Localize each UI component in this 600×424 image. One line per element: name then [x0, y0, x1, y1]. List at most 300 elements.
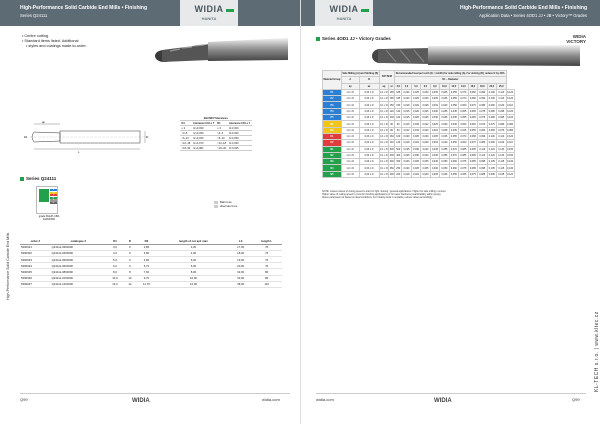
tol-cell: >10–18 — [217, 141, 227, 145]
feed-cell: 0,080 — [469, 97, 476, 101]
param-cell: 0,03 x D — [359, 89, 379, 95]
right-footer-brand: WIDIA — [434, 398, 452, 404]
feed-cell: 0,090 — [507, 122, 514, 126]
feed-cell: 0,090 — [488, 103, 495, 107]
right-section-title — [316, 36, 391, 41]
feed-cell: 0,020 — [403, 135, 410, 139]
left-logo-text: WIDIA — [194, 4, 224, 14]
feed-cell: 0,035 — [431, 91, 438, 95]
feed-cell: 0,055 — [450, 91, 457, 95]
table-cell: Q24111-0300000 — [51, 244, 107, 250]
feed-cell: 0,100 — [507, 116, 514, 120]
param-cell: 500 — [389, 147, 394, 151]
feed-cell: 0,020 — [403, 91, 410, 95]
feed-cell: 0,015 — [403, 109, 410, 113]
col-d: D — [124, 238, 136, 244]
param-cell: 185 — [396, 91, 401, 95]
diameter-col-header: 12,0 — [449, 83, 458, 89]
feed-cell: 0,050 — [450, 141, 457, 145]
feed-cell: 0,035 — [441, 109, 448, 113]
grade-swatch — [39, 189, 49, 202]
feed-cell: 0,085 — [488, 116, 495, 120]
tolerance-title: Ball Mill Tolerances — [180, 116, 252, 121]
feed-cell: 0,100 — [507, 109, 514, 113]
tol-cell: 0/+0,030 — [192, 131, 216, 136]
feed-cell: 0,040 — [441, 141, 448, 145]
feed-cell: 0,020 — [403, 166, 410, 170]
victory-end-mill-image — [370, 42, 582, 68]
notes — [322, 190, 582, 200]
param-cell: 185 — [389, 97, 394, 101]
feed-cell: 0,120 — [488, 147, 495, 151]
feed-cell: 0,022 — [422, 122, 429, 126]
group-number: 2 — [332, 154, 334, 157]
feed-cell: 0,050 — [460, 122, 467, 126]
diameter-col-header: 4,0 — [402, 83, 411, 89]
bore-icon — [214, 205, 218, 208]
group-number: 1 — [332, 91, 334, 95]
param-cell: 1,0 x D — [341, 108, 359, 114]
feed-cell: 0,060 — [450, 166, 457, 170]
param-cell: 100 — [396, 116, 401, 120]
group-letter: P — [330, 97, 333, 101]
feed-cell: 0,030 — [413, 154, 419, 157]
group-letter: M — [330, 128, 333, 132]
legend-item — [214, 204, 237, 208]
feed-cell: 0,070 — [450, 154, 457, 157]
feed-cell: 0,110 — [498, 135, 505, 139]
feed-cell: 0,015 — [403, 122, 410, 126]
feed-cell: 0,080 — [469, 91, 476, 95]
table-cell: 6 — [124, 263, 136, 269]
diameter-col-header: 20,0 — [487, 83, 496, 89]
table-cell: 76 — [251, 244, 282, 250]
param-cell: 0,03 x D — [359, 96, 379, 102]
table-cell: 12 — [124, 281, 136, 287]
feed-cell: 0,040 — [422, 147, 429, 151]
param-cell: 1,0 x D — [341, 159, 359, 165]
param-cell: 200 — [396, 172, 401, 176]
feed-cell: 0,070 — [460, 97, 467, 101]
param-cell: 0,03 x D — [359, 133, 379, 139]
note-line: NOTE: Lowest values of cutting speed to start for light, slotting / general applications. Higher for side milling / contour. — [322, 190, 447, 193]
param-cell: 1,0 x D — [341, 96, 359, 102]
feed-cell: 0,028 — [441, 128, 448, 132]
table-cell: 5390937 — [20, 281, 51, 287]
feed-cell: 0,040 — [431, 166, 438, 170]
feed-cell: 0,080 — [479, 103, 486, 107]
feed-cell: 0,070 — [460, 135, 467, 139]
feed-cell: 0,065 — [460, 172, 467, 176]
feed-cell: 0,040 — [431, 160, 438, 164]
group-number: 4 — [332, 109, 334, 113]
feed-cell: 0,025 — [413, 135, 419, 139]
tol-cell: 0/-0,035 — [228, 146, 252, 151]
feed-cell: 0,095 — [498, 116, 505, 120]
feed-cell: 0,025 — [422, 116, 429, 120]
feed-cell: 0,115 — [498, 166, 505, 170]
tol-header: D1 — [180, 121, 192, 126]
feed-cell: 0,045 — [441, 91, 448, 95]
feed-cell: 0,120 — [507, 135, 514, 139]
table-cell: 3,30 — [157, 244, 230, 250]
series-title — [20, 176, 56, 181]
section-marker-icon — [20, 177, 24, 181]
tolerance-table — [180, 116, 252, 151]
table-cell: Q24111-0800000 — [51, 269, 107, 275]
left-side-label: High-Performance Solid Carbide End Mills — [6, 232, 10, 300]
cutting-data-table — [322, 70, 515, 178]
widia-mark-icon — [226, 9, 234, 12]
param-cell: 0,1 x D — [380, 91, 388, 95]
table-cell: 5390936 — [20, 275, 51, 281]
table-cell: 2,85 — [136, 244, 157, 250]
tol-cell: 0/+0,030 — [192, 126, 216, 131]
feed-cell: 0,075 — [488, 122, 495, 126]
npsfm-header: N:P:SFM — [379, 71, 395, 84]
param-cell: 0,03 x D — [359, 171, 379, 177]
left-logo-sub: HANITA — [201, 16, 217, 21]
feed-cell: 0,110 — [479, 147, 486, 151]
feed-cell: 0,070 — [469, 141, 476, 145]
feed-cell: 0,030 — [431, 116, 438, 120]
group-letter: P — [330, 109, 333, 113]
feed-cell: 0,130 — [507, 160, 514, 164]
feed-cell: 0,020 — [422, 128, 429, 132]
param-cell: 1,0 x D — [341, 146, 359, 152]
left-header-subtitle: Series Q24111 — [20, 13, 48, 18]
feed-cell: 0,030 — [422, 91, 429, 95]
feed-cell: 0,110 — [498, 91, 505, 95]
feed-cell: 0,015 — [413, 128, 419, 132]
table-cell: 17,00 — [230, 244, 251, 250]
diameter-col-header: 8,0 — [430, 83, 439, 89]
group-number: 5 — [332, 116, 334, 120]
feed-cell: 0,060 — [460, 141, 467, 145]
group-letter: P — [330, 103, 333, 107]
param-cell: 80 — [395, 127, 402, 133]
feed-cell: 0,100 — [498, 103, 505, 107]
param-cell: 0,1 x D — [380, 160, 388, 164]
feed-cell: 0,035 — [431, 135, 438, 139]
param-cell: 120 — [389, 109, 394, 113]
group-number: 3 — [332, 103, 334, 107]
feed-cell: 0,015 — [403, 116, 410, 120]
feed-cell: 0,018 — [403, 103, 410, 107]
feed-cell: 0,032 — [431, 141, 438, 145]
tol-cell: >6–10 — [180, 136, 192, 141]
tol-cell: >10–18 — [181, 141, 191, 145]
param-cell: 300 — [389, 160, 394, 164]
param-cell: 185 — [389, 91, 394, 95]
tol-cell: 0/-0,030 — [228, 136, 252, 141]
feed-cell: 0,120 — [507, 91, 514, 95]
feed-cell: 0,025 — [422, 109, 429, 113]
feed-cell: 0,025 — [403, 147, 410, 151]
param-cell: 100 — [389, 116, 394, 120]
group-letter: N — [330, 160, 333, 164]
param-cell: 0,1 x D — [380, 135, 388, 139]
feed-cell: 0,095 — [488, 172, 495, 176]
param-cell: 140 — [389, 141, 394, 145]
tol-cell: 0/-0,020 — [228, 126, 252, 131]
feed-cell: 0,070 — [460, 91, 467, 95]
table-cell: 10,0 — [106, 275, 124, 281]
param-cell: 185 — [396, 97, 401, 101]
feed-cell: 0,075 — [460, 160, 467, 164]
param-cell: 0,03 x D — [359, 146, 379, 152]
tol-cell: ≤ 3 — [180, 126, 192, 131]
feed-cell: 0,025 — [413, 160, 419, 164]
right-logo — [315, 0, 373, 26]
feed-cell: 0,065 — [469, 109, 476, 113]
table-cell: 18,00 — [230, 250, 251, 256]
param-cell: 120 — [396, 109, 401, 113]
feed-cell: 0,070 — [498, 128, 505, 132]
param-cell: 250 — [389, 166, 394, 170]
unit-header: ap — [379, 83, 389, 89]
tol-cell: >18–30 — [217, 146, 227, 150]
param-cell: 1,0 x D — [341, 152, 359, 158]
feed-cell: 0,030 — [413, 147, 419, 151]
diameter-col-header: 3,0 — [396, 84, 400, 88]
victory-label: WIDIA VICTORY — [566, 34, 586, 44]
feed-cell: 0,060 — [469, 122, 476, 126]
group-number: 5 — [332, 172, 334, 176]
feed-cell: 0,130 — [507, 166, 514, 170]
param-cell: 0,03 x D — [359, 102, 379, 108]
param-cell: 0,03 x D — [359, 108, 379, 114]
table-cell: 5390931 — [20, 244, 51, 250]
feed-cell: 0,120 — [488, 154, 495, 157]
group-k: K — [50, 194, 57, 196]
table-cell: 6,30 — [157, 263, 230, 269]
table-cell: 110 — [251, 281, 282, 287]
table-cell: 76 — [251, 263, 282, 269]
group-number: 2 — [332, 97, 334, 101]
feed-cell: 0,060 — [479, 128, 486, 132]
feed-cell: 0,032 — [431, 103, 438, 107]
param-cell: 0,1 x D — [380, 116, 388, 120]
col-d1: D1 — [106, 238, 124, 244]
table-cell: 12,0 — [106, 281, 124, 287]
tol-cell: >18–30 — [181, 146, 191, 150]
feed-cell: 0,055 — [441, 147, 448, 151]
feed-cell: 0,020 — [413, 116, 419, 120]
table-row — [20, 281, 282, 287]
end-mill-image — [150, 36, 290, 64]
unit-header: vc — [390, 84, 394, 88]
param-cell: 0,1 x D — [380, 141, 388, 145]
feed-cell: 0,120 — [507, 172, 514, 176]
feed-cell: 0,085 — [488, 109, 495, 113]
table-cell: 10,00 — [157, 275, 230, 281]
feed-cell: 0,035 — [450, 128, 457, 132]
feed-cell: 0,130 — [498, 154, 505, 157]
table-cell: Q24111-0600000 — [51, 263, 107, 269]
feed-cell: 0,030 — [441, 122, 448, 126]
group-number: 1 — [332, 122, 334, 126]
feed-cell: 0,020 — [403, 97, 410, 101]
param-cell: 0,03 x D — [359, 127, 379, 133]
feed-cell: 0,080 — [507, 128, 514, 132]
feed-cell: 0,025 — [413, 91, 419, 95]
param-cell: 0,03 x D — [359, 165, 379, 171]
material-group-cell — [323, 171, 342, 177]
group-number: 4 — [332, 166, 334, 170]
tol-cell: 0/-0,030 — [228, 131, 252, 136]
param-cell: 0,03 x D — [359, 121, 379, 127]
feed-cell: 0,025 — [413, 166, 419, 170]
right-logo-sub: HANITA — [336, 16, 352, 21]
table-cell: 5,70 — [136, 263, 157, 269]
group-number: 1 — [332, 135, 334, 139]
table-cell: 3,80 — [136, 250, 157, 256]
param-cell: 150 — [396, 103, 401, 107]
feed-cell: 0,075 — [460, 166, 467, 170]
feed-cell: 0,095 — [469, 147, 476, 151]
table-cell: 8,0 — [106, 269, 124, 275]
param-cell: 1,0 x D — [341, 102, 359, 108]
table-cell: Q24111-1200000 — [51, 281, 107, 287]
left-footer-rule — [20, 393, 290, 394]
feed-cell: 0,025 — [403, 154, 410, 157]
param-cell: 0,1 x D — [380, 128, 388, 132]
param-cell: 1,0 x D — [341, 171, 359, 177]
param-cell: 150 — [389, 103, 394, 107]
feed-cell: 0,040 — [441, 103, 448, 107]
feed-cell: 0,035 — [441, 116, 448, 120]
note-line: Above parameters at based on ideal conditions. For rotating tools in unstable, reduce values accordingly. — [322, 196, 433, 200]
product-rows — [20, 244, 282, 287]
table-cell: 5,00 — [157, 256, 230, 262]
group-n: N — [50, 197, 57, 199]
param-cell: 160 — [389, 135, 394, 139]
table-cell: Q24111-0400000 — [51, 250, 107, 256]
param-cell: 400 — [389, 154, 394, 157]
diameter-col-header: 16,0 — [468, 83, 477, 89]
feed-cell: 0,120 — [507, 97, 514, 101]
legend-label: Ball-nose — [220, 200, 232, 204]
group-h: H — [50, 202, 57, 204]
feed-cell: 0,105 — [498, 172, 505, 176]
feed-cell: 0,020 — [413, 109, 419, 113]
right-header-title: High-Performance Solid Carbide End Mills • Finishing — [459, 5, 587, 11]
feed-cell: 0,018 — [403, 172, 410, 176]
feed-cell: 0,030 — [422, 97, 429, 101]
param-cell: 90 — [395, 121, 402, 127]
feed-cell: 0,130 — [498, 147, 505, 151]
cutting-row — [323, 171, 515, 177]
tol-header: tolerance h10 e 7 — [193, 121, 215, 125]
left-footer-url: widia.com — [262, 397, 280, 402]
feed-cell: 0,025 — [431, 122, 438, 126]
group-letter: P — [330, 116, 333, 120]
feed-cell: 0,080 — [498, 122, 505, 126]
feed-cell: 0,105 — [488, 160, 495, 164]
table-cell: 11,70 — [136, 281, 157, 287]
right-page-number: Q99 — [572, 397, 580, 402]
right-logo-text: WIDIA — [329, 4, 359, 14]
bullet-item: • Standard items listed. Additional — [22, 39, 87, 44]
group-number: 2 — [332, 128, 334, 132]
param-cell: 0,1 x D — [380, 103, 388, 107]
svg-text:D: D — [146, 136, 148, 139]
col-d3: D3 — [136, 238, 157, 244]
bullet-item: • styles and coatings made-to-order. — [22, 44, 87, 49]
param-cell: 80 — [390, 128, 394, 132]
right-footer-url: widia.com — [316, 397, 334, 402]
table-cell: 9,70 — [136, 275, 157, 281]
diameter-col-header: 5,0 — [411, 83, 420, 89]
feed-cell: 0,035 — [431, 97, 438, 101]
param-cell: 0,1 x D — [380, 147, 388, 151]
feed-cell: 0,018 — [413, 122, 419, 126]
group-letter: P — [330, 91, 333, 95]
feed-cell: 0,045 — [441, 97, 448, 101]
param-cell: 1,0 x D — [341, 121, 359, 127]
tol-cell: 0/+0,084 — [192, 146, 216, 151]
feed-cell: 0,022 — [413, 103, 419, 107]
feed-cell: 0,050 — [441, 166, 448, 170]
feed-cell: 0,055 — [450, 97, 457, 101]
diameter-col-header: 14,0 — [459, 83, 468, 89]
feed-cell: 0,090 — [479, 135, 486, 139]
tol-cell: 0/+0,070 — [192, 141, 216, 146]
table-cell: 32,00 — [230, 269, 251, 275]
unit-header: ae — [359, 83, 379, 89]
group-p: P — [50, 189, 57, 191]
feed-cell: 0,075 — [469, 172, 476, 176]
widia-mark-icon — [361, 9, 369, 12]
param-cell: 1,0 x D — [341, 165, 359, 171]
group-letter: N — [330, 154, 333, 157]
technical-drawing — [20, 118, 155, 156]
group-letter: N — [330, 166, 333, 170]
right-footer-rule — [316, 393, 586, 394]
diameter-col-header: 18,0 — [478, 83, 487, 89]
feed-cell: 0,045 — [450, 116, 457, 120]
feed-cell: 0,055 — [469, 128, 476, 132]
table-cell: 4,00 — [157, 250, 230, 256]
tol-cell: 0/-0,030 — [228, 141, 252, 146]
feed-cell: 0,045 — [441, 172, 448, 176]
table-cell: 12,00 — [157, 281, 230, 287]
group-m: M — [50, 192, 57, 194]
unit-header: ap — [341, 83, 359, 89]
param-cell: 200 — [389, 172, 394, 176]
feed-cell: 0,100 — [488, 91, 495, 95]
feed-cell: 0,090 — [479, 97, 486, 101]
left-header — [0, 0, 300, 26]
param-cell: 0,03 x D — [359, 152, 379, 158]
material-groups — [50, 189, 57, 204]
right-header-subtitle: Application Data • Series 4OD1 JJ • JB • Victory™ Grades — [479, 13, 587, 18]
table-cell: 7,60 — [136, 269, 157, 275]
right-header — [301, 0, 600, 26]
feed-cell: 0,100 — [488, 97, 495, 101]
table-cell: Q24111-1000000 — [51, 275, 107, 281]
feed-cell: 0,110 — [479, 154, 486, 157]
table-cell: 3,0 — [106, 244, 124, 250]
param-cell: 0,1 x D — [380, 172, 388, 176]
table-cell: 86 — [251, 275, 282, 281]
left-footer-brand: WIDIA — [132, 398, 150, 404]
feed-cell: 0,085 — [460, 154, 467, 157]
feed-cell: 0,012 — [403, 128, 410, 132]
tol-cell: >3–6 — [180, 131, 192, 136]
left-header-title: High-Performance Solid Carbide End Mills • Finishing — [20, 5, 148, 11]
